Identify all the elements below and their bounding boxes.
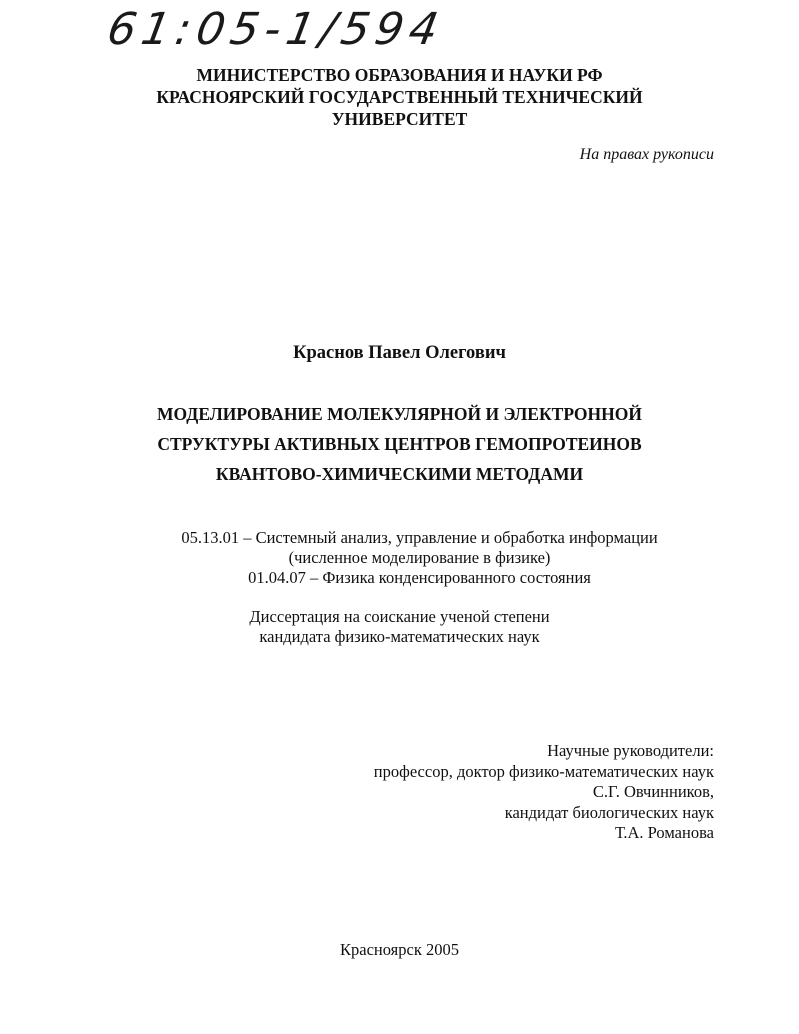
- archive-number-text: 61:05-1/594: [103, 4, 448, 55]
- specialty-line1: 05.13.01 – Системный анализ, управление и обработка информации: [181, 528, 658, 547]
- specialty-codes: [20, 528, 799, 588]
- supervisor1-title: профессор, доктор физико-математических наук: [373, 761, 714, 781]
- specialty-line2: (численное моделирование в физике): [288, 548, 551, 567]
- city-year: Красноярск 2005: [340, 940, 459, 959]
- title-line2: СТРУКТУРЫ АКТИВНЫХ ЦЕНТРОВ ГЕМОПРОТЕИНОВ: [157, 434, 642, 454]
- specialty-line3: 01.04.07 – Физика конденсированного состояния: [248, 568, 591, 587]
- supervisors-block: [374, 741, 714, 844]
- title-line1: МОДЕЛИРОВАНИЕ МОЛЕКУЛЯРНОЙ И ЭЛЕКТРОННОЙ: [157, 404, 642, 424]
- degree-line2: кандидата физико-математических наук: [259, 627, 540, 646]
- supervisor2-title: кандидат биологических наук: [504, 802, 714, 822]
- manuscript-note: На правах рукописи: [579, 146, 714, 163]
- supervisors-heading: Научные руководители:: [547, 741, 714, 760]
- university-name-line1: КРАСНОЯРСКИЙ ГОСУДАРСТВЕННЫЙ ТЕХНИЧЕСКИЙ: [156, 87, 643, 107]
- title-line3: КВАНТОВО-ХИМИЧЕСКИМИ МЕТОДАМИ: [215, 464, 584, 484]
- university-name-line2: УНИВЕРСИТЕТ: [331, 109, 468, 129]
- degree-statement: [0, 607, 799, 647]
- degree-line1: Диссертация на соискание ученой степени: [249, 607, 550, 626]
- institution-header: [0, 64, 799, 130]
- author-name: Краснов Павел Олегович: [293, 343, 506, 363]
- dissertation-title: [0, 399, 799, 489]
- supervisor2-name: Т.А. Романова: [614, 823, 714, 842]
- ministry-name: МИНИСТЕРСТВО ОБРАЗОВАНИЯ И НАУКИ РФ: [196, 65, 603, 85]
- supervisor1-name: С.Г. Овчинников,: [592, 782, 714, 801]
- handwritten-archive-number: [104, 4, 448, 55]
